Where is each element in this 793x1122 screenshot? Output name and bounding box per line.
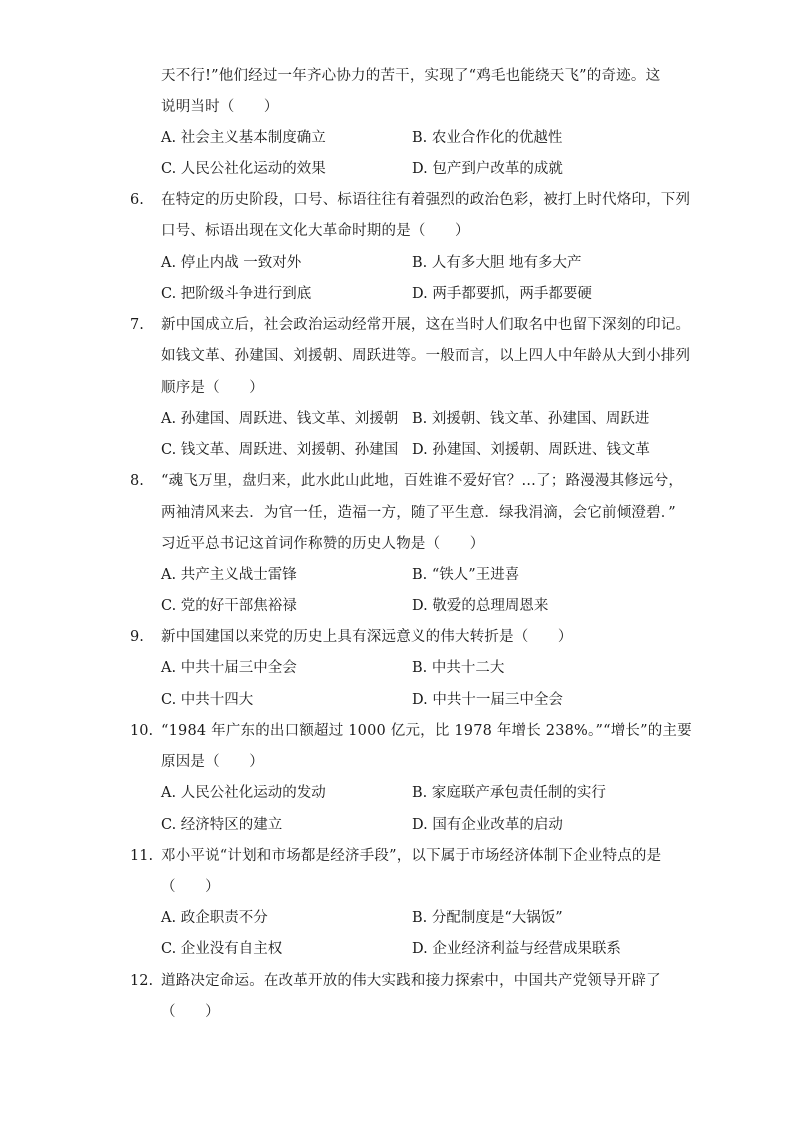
q5-option-a[interactable]: A. 社会主义基本制度确立: [161, 130, 326, 146]
q10-option-c[interactable]: C. 经济特区的建立: [161, 817, 283, 833]
q9-option-c[interactable]: C. 中共十四大: [161, 692, 254, 708]
q11-option-c[interactable]: C. 企业没有自主权: [161, 941, 283, 957]
q7-stem-line-3: 顺序是（ ）: [161, 380, 264, 396]
q10-stem-line-1: “1984 年广东的出口额超过 1000 亿元，比 1978 年增长 238%。”“增长”的主要: [161, 723, 692, 739]
q12-stem-line-2: （ ）: [161, 1004, 220, 1020]
q9-option-b[interactable]: B. 中共十二大: [412, 660, 505, 676]
q8-option-b[interactable]: B. “铁人”王进喜: [412, 567, 520, 583]
q8-option-d[interactable]: D. 敬爱的总理周恩来: [412, 598, 549, 614]
q7-option-c[interactable]: C. 钱文革、周跃进、刘援朝、孙建国: [161, 442, 399, 458]
q6-stem-line-1: 在特定的历史阶段，口号、标语往往有着强烈的政治色彩，被打上时代烙印，下列: [161, 192, 691, 208]
q12-stem-line-1: 道路决定命运。在改革开放的伟大实践和接力探索中，中国共产党领导开辟了: [161, 973, 661, 989]
q7-number: 7.: [130, 317, 144, 333]
q10-number: 10.: [130, 723, 154, 739]
q6-stem-line-2: 口号、标语出现在文化大革命时期的是（ ）: [161, 223, 470, 239]
q11-number: 11.: [130, 848, 154, 864]
q11-option-b[interactable]: B. 分配制度是“大锅饭”: [412, 910, 563, 926]
q11-option-d[interactable]: D. 企业经济利益与经营成果联系: [412, 941, 621, 957]
q7-option-a[interactable]: A. 孙建国、周跃进、钱文革、刘援朝: [161, 411, 399, 427]
q7-option-d[interactable]: D. 孙建国、刘援朝、周跃进、钱文革: [412, 442, 650, 458]
q9-option-a[interactable]: A. 中共十届三中全会: [161, 660, 297, 676]
q5-option-c[interactable]: C. 人民公社化运动的效果: [161, 161, 326, 177]
q6-option-b[interactable]: B. 人有多大胆 地有多大产: [412, 255, 582, 271]
q8-option-c[interactable]: C. 党的好干部焦裕禄: [161, 598, 297, 614]
q11-stem-line-1: 邓小平说“计划和市场都是经济手段”，以下属于市场经济体制下企业特点的是: [161, 848, 662, 864]
q5-option-d[interactable]: D. 包产到户改革的成就: [412, 161, 563, 177]
q8-number: 8.: [130, 473, 144, 489]
q11-stem-line-2: （ ）: [161, 879, 220, 895]
q7-option-b[interactable]: B. 刘援朝、钱文革、孙建国、周跃进: [412, 411, 650, 427]
q10-option-b[interactable]: B. 家庭联产承包责任制的实行: [412, 785, 606, 801]
q7-stem-line-2: 如钱文革、孙建国、刘援朝、周跃进等。一般而言，以上四人中年龄从大到小排列: [161, 348, 691, 364]
q6-option-c[interactable]: C. 把阶级斗争进行到底: [161, 286, 312, 302]
q9-option-d[interactable]: D. 中共十一届三中全会: [412, 692, 563, 708]
q10-option-d[interactable]: D. 国有企业改革的启动: [412, 817, 563, 833]
q10-stem-line-2: 原因是（ ）: [161, 754, 264, 770]
q7-stem-line-1: 新中国成立后，社会政治运动经常开展，这在当时人们取名中也留下深刻的印记。: [161, 317, 691, 333]
q8-stem-line-1: “魂飞万里，盘归来，此水此山此地，百姓谁不爱好官？…了；路漫漫其修远兮，: [161, 473, 684, 489]
q6-option-d[interactable]: D. 两手都要抓，两手都要硬: [412, 286, 592, 302]
q6-option-a[interactable]: A. 停止内战 一致对外: [161, 255, 302, 271]
q6-number: 6.: [130, 192, 144, 208]
q12-number: 12.: [130, 973, 154, 989]
q11-option-a[interactable]: A. 政企职责不分: [161, 910, 268, 926]
q8-stem-line-3: 习近平总书记这首词作称赞的历史人物是（ ）: [161, 536, 485, 552]
q9-stem-line-1: 新中国建国以来党的历史上具有深远意义的伟大转折是（ ）: [161, 629, 573, 645]
q5-option-b[interactable]: B. 农业合作化的优越性: [412, 130, 563, 146]
q5-stem-line-2: 说明当时（ ）: [161, 99, 279, 115]
q8-stem-line-2: 两袖清风来去．为官一任，造福一方，随了平生意．绿我涓滴，会它前倾澄碧．”: [161, 505, 676, 521]
q8-option-a[interactable]: A. 共产主义战士雷锋: [161, 567, 297, 583]
q5-stem-line-1: 天不行!”他们经过一年齐心协力的苦干，实现了“鸡毛也能绕天飞”的奇迹。这: [161, 68, 661, 84]
q10-option-a[interactable]: A. 人民公社化运动的发动: [161, 785, 326, 801]
q9-number: 9.: [130, 629, 144, 645]
